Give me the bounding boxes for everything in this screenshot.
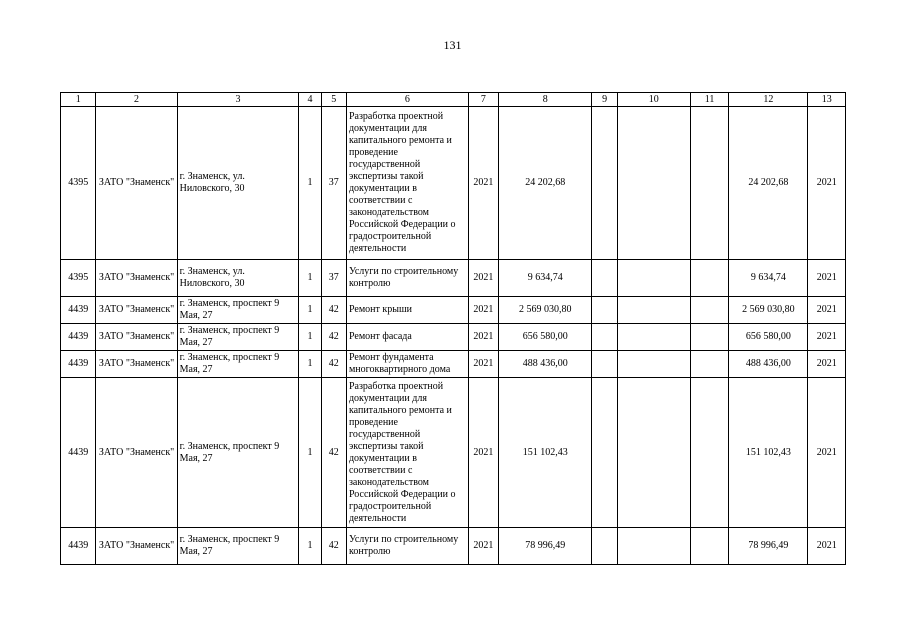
col5-value: 42 bbox=[321, 378, 346, 528]
col9-value bbox=[592, 324, 617, 351]
col4-value: 1 bbox=[299, 528, 321, 565]
municipality: ЗАТО "Знаменск" bbox=[96, 297, 177, 324]
col10-value bbox=[617, 528, 690, 565]
table-row bbox=[61, 107, 846, 260]
col9-value bbox=[592, 297, 617, 324]
amount: 78 996,49 bbox=[499, 528, 592, 565]
col5-value: 42 bbox=[321, 528, 346, 565]
end-year: 2021 bbox=[808, 351, 846, 378]
end-year: 2021 bbox=[808, 324, 846, 351]
column-header: 1 bbox=[61, 93, 96, 107]
col10-value bbox=[617, 324, 690, 351]
col5-value: 42 bbox=[321, 297, 346, 324]
col4-value: 1 bbox=[299, 351, 321, 378]
year: 2021 bbox=[468, 297, 498, 324]
works-table bbox=[60, 92, 846, 565]
table-row bbox=[61, 378, 846, 528]
house-id: 4439 bbox=[61, 528, 96, 565]
table-row bbox=[61, 260, 846, 297]
year: 2021 bbox=[468, 324, 498, 351]
year: 2021 bbox=[468, 378, 498, 528]
col10-value bbox=[617, 260, 690, 297]
work-type: Ремонт фундамента многоквартирного дома bbox=[346, 351, 468, 378]
col4-value: 1 bbox=[299, 324, 321, 351]
address: г. Знаменск, проспект 9 Мая, 27 bbox=[177, 324, 299, 351]
work-type: Ремонт фасада bbox=[346, 324, 468, 351]
total: 78 996,49 bbox=[729, 528, 808, 565]
total: 24 202,68 bbox=[729, 107, 808, 260]
col10-value bbox=[617, 378, 690, 528]
amount: 9 634,74 bbox=[499, 260, 592, 297]
work-type: Разработка проектной документации для капитального ремонта и проведение государственной экспертизы такой документации в соответствии с законодательством Российской Федерации о градостроительной деятельности bbox=[346, 378, 468, 528]
col4-value: 1 bbox=[299, 297, 321, 324]
col10-value bbox=[617, 297, 690, 324]
total: 2 569 030,80 bbox=[729, 297, 808, 324]
column-header: 5 bbox=[321, 93, 346, 107]
municipality: ЗАТО "Знаменск" bbox=[96, 260, 177, 297]
address: г. Знаменск, проспект 9 Мая, 27 bbox=[177, 297, 299, 324]
col4-value: 1 bbox=[299, 260, 321, 297]
col5-value: 42 bbox=[321, 351, 346, 378]
address: г. Знаменск, проспект 9 Мая, 27 bbox=[177, 351, 299, 378]
col10-value bbox=[617, 107, 690, 260]
col9-value bbox=[592, 260, 617, 297]
page-number: 131 bbox=[443, 38, 462, 52]
column-header: 11 bbox=[690, 93, 729, 107]
house-id: 4439 bbox=[61, 378, 96, 528]
table-row bbox=[61, 297, 846, 324]
house-id: 4439 bbox=[61, 351, 96, 378]
address: г. Знаменск, ул. Ниловского, 30 bbox=[177, 260, 299, 297]
col5-value: 37 bbox=[321, 107, 346, 260]
table-row bbox=[61, 351, 846, 378]
col11-value bbox=[690, 324, 729, 351]
column-header: 8 bbox=[499, 93, 592, 107]
address: г. Знаменск, ул. Ниловского, 30 bbox=[177, 107, 299, 260]
column-number-row bbox=[61, 93, 846, 107]
year: 2021 bbox=[468, 528, 498, 565]
col4-value: 1 bbox=[299, 378, 321, 528]
end-year: 2021 bbox=[808, 378, 846, 528]
municipality: ЗАТО "Знаменск" bbox=[96, 378, 177, 528]
year: 2021 bbox=[468, 260, 498, 297]
total: 151 102,43 bbox=[729, 378, 808, 528]
house-id: 4395 bbox=[61, 107, 96, 260]
col9-value bbox=[592, 378, 617, 528]
year: 2021 bbox=[468, 107, 498, 260]
table-row bbox=[61, 528, 846, 565]
column-header: 4 bbox=[299, 93, 321, 107]
work-type: Услуги по строительному контролю bbox=[346, 528, 468, 565]
end-year: 2021 bbox=[808, 260, 846, 297]
col9-value bbox=[592, 107, 617, 260]
amount: 488 436,00 bbox=[499, 351, 592, 378]
end-year: 2021 bbox=[808, 528, 846, 565]
work-type: Ремонт крыши bbox=[346, 297, 468, 324]
amount: 656 580,00 bbox=[499, 324, 592, 351]
column-header: 13 bbox=[808, 93, 846, 107]
col11-value bbox=[690, 351, 729, 378]
amount: 24 202,68 bbox=[499, 107, 592, 260]
col10-value bbox=[617, 351, 690, 378]
address: г. Знаменск, проспект 9 Мая, 27 bbox=[177, 378, 299, 528]
col11-value bbox=[690, 260, 729, 297]
municipality: ЗАТО "Знаменск" bbox=[96, 528, 177, 565]
year: 2021 bbox=[468, 351, 498, 378]
municipality: ЗАТО "Знаменск" bbox=[96, 351, 177, 378]
total: 488 436,00 bbox=[729, 351, 808, 378]
col4-value: 1 bbox=[299, 107, 321, 260]
end-year: 2021 bbox=[808, 297, 846, 324]
work-type: Услуги по строительному контролю bbox=[346, 260, 468, 297]
col5-value: 42 bbox=[321, 324, 346, 351]
col5-value: 37 bbox=[321, 260, 346, 297]
municipality: ЗАТО "Знаменск" bbox=[96, 107, 177, 260]
total: 656 580,00 bbox=[729, 324, 808, 351]
total: 9 634,74 bbox=[729, 260, 808, 297]
column-header: 2 bbox=[96, 93, 177, 107]
col9-value bbox=[592, 351, 617, 378]
col11-value bbox=[690, 378, 729, 528]
address: г. Знаменск, проспект 9 Мая, 27 bbox=[177, 528, 299, 565]
column-header: 6 bbox=[346, 93, 468, 107]
col11-value bbox=[690, 297, 729, 324]
house-id: 4439 bbox=[61, 324, 96, 351]
column-header: 9 bbox=[592, 93, 617, 107]
house-id: 4395 bbox=[61, 260, 96, 297]
col9-value bbox=[592, 528, 617, 565]
table-row bbox=[61, 324, 846, 351]
work-type: Разработка проектной документации для капитального ремонта и проведение государственной экспертизы такой документации в соответствии с законодательством Российской Федерации о градостроительной деятельности bbox=[346, 107, 468, 260]
house-id: 4439 bbox=[61, 297, 96, 324]
municipality: ЗАТО "Знаменск" bbox=[96, 324, 177, 351]
column-header: 10 bbox=[617, 93, 690, 107]
col11-value bbox=[690, 528, 729, 565]
amount: 151 102,43 bbox=[499, 378, 592, 528]
amount: 2 569 030,80 bbox=[499, 297, 592, 324]
column-header: 3 bbox=[177, 93, 299, 107]
column-header: 7 bbox=[468, 93, 498, 107]
end-year: 2021 bbox=[808, 107, 846, 260]
col11-value bbox=[690, 107, 729, 260]
column-header: 12 bbox=[729, 93, 808, 107]
